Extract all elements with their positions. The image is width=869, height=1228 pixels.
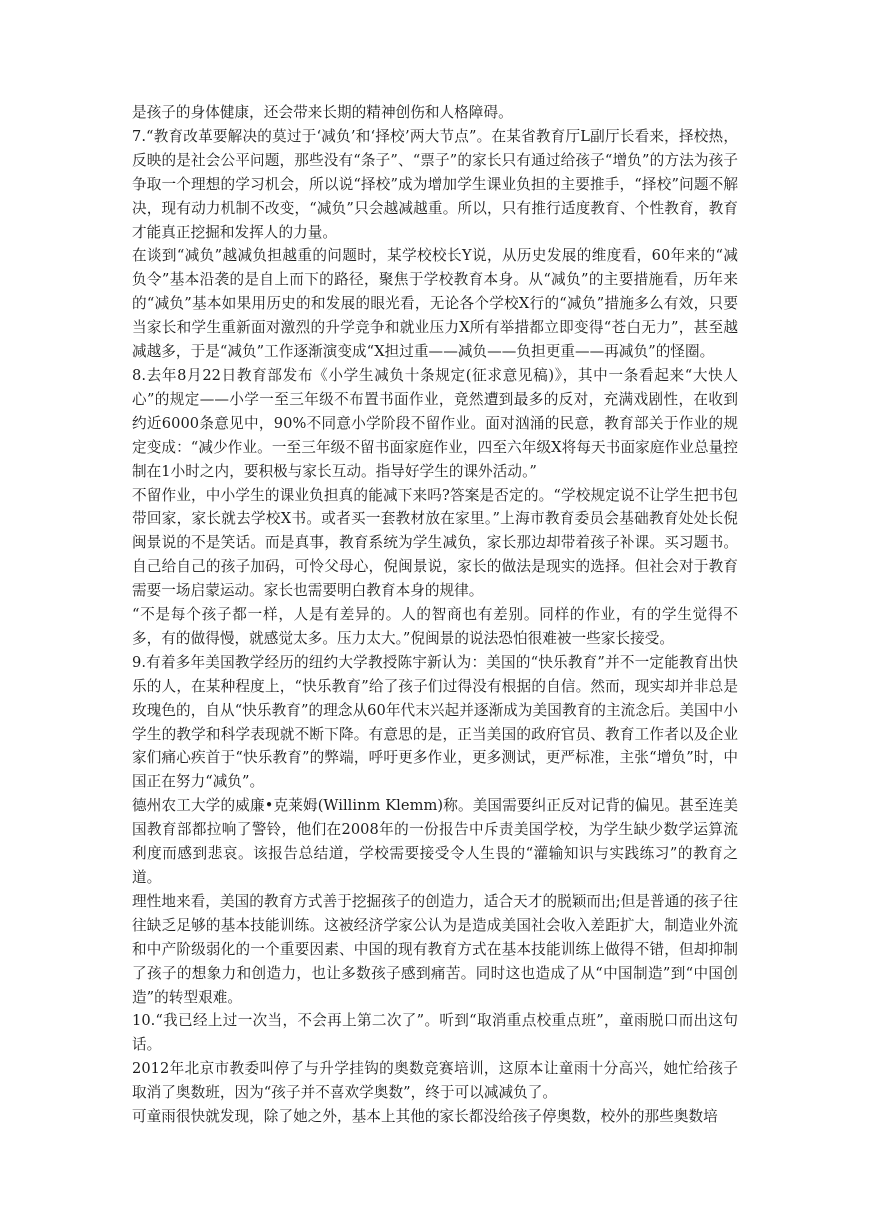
paragraph-item-8: 8.去年8月22日教育部发布《小学生减负十条规定(征求意见稿)》，其中一条看起来“大快人心”的规定——小学一至三年级不布置书面作业，竟然遭到最多的反对，充满戏剧性，在收到约近6000条意见中，90%不同意小学阶段不留作业。面对汹涌的民意，教育部关于作业的规定变成：“减少作业。一至三年级不留书面家庭作业，四至六年级X将每天书面家庭作业总量控制在1小时之内，要积极与家长互动。指导好学生的课外活动。” bbox=[132, 366, 738, 480]
paragraph-item-9-klemm: 德州农工大学的威廉•克莱姆(Willinm Klemm)称。美国需要纠正反对记背的偏见。甚至连美国教育部都拉响了警铃，他们在2008年的一份报告中斥责美国学校，为学生缺少数学运算流利度而感到悲哀。该报告总结道，学校需要接受令人生畏的“灌输知识与实践练习”的教育之道。 bbox=[132, 797, 738, 886]
paragraph-item-8-quote: “不是每个孩子都一样，人是有差异的。人的智商也有差别。同样的作业，有的学生觉得不多，有的做得慢，就感觉太多。压力太大。”倪闽景的说法恐怕很难被一些家长接受。 bbox=[132, 606, 738, 647]
paragraph-item-9-analysis: 理性地来看，美国的教育方式善于挖掘孩子的创造力，适合天才的脱颖而出;但是普通的孩子往往缺乏足够的基本技能训练。这被经济学家公认为是造成美国社会收入差距扩大，制造业外流和中产阶级弱化的一个重要因素、中国的现有教育方式在基本技能训练上做得不错，但却抑制了孩子的想象力和创造力，也让多数孩子感到痛苦。同时这也造成了从“中国制造”到“中国创造”的转型艰难。 bbox=[132, 892, 738, 1006]
paragraph-item-7: 7.“教育改革要解决的莫过于‘减负’和‘择校’两大节点”。在某省教育厅L副厅长看来，择校热，反映的是社会公平问题，那些没有“条子”、“票子”的家长只有通过给孩子“增负”的方法为孩子争取一个理想的学习机会，所以说“择校”成为增加学生课业负担的主要推手，“择校”问题不解决，现有动力机制不改变，“减负”只会越减越重。所以，只有推行适度教育、个性教育，教育才能真正挖掘和发挥人的力量。 bbox=[132, 127, 738, 241]
paragraph-item-9: 9.有着多年美国教学经历的纽约大学教授陈宇新认为：美国的“快乐教育”并不一定能教育出快乐的人，在某种程度上，“快乐教育”给了孩子们过得没有根据的自信。然而，现实却并非总是玫瑰色的，自从“快乐教育”的理念从60年代末兴起并逐渐成为美国教育的主流念后。美国中小学生的教学和科学表现就不断下降。有意思的是，正当美国的政府官员、教育工作者以及企业家们痛心疾首于“快乐教育”的弊端，呼吁更多作业，更多测试，更严标准，主张“增负”时，中国正在努力“减负”。 bbox=[132, 653, 738, 791]
paragraph-item-8-homework: 不留作业，中小学生的课业负担真的能减下来吗?答案是否定的。“学校规定说不让学生把书包带回家，家长就去学校X书。或者买一套教材放在家里。”上海市教育委员会基础教育处处长倪闽景说的不是笑话。而是真事，教育系统为学生减负，家长那边却带着孩子补课。买习题书。自己给自己的孩子加码，可怜父母心，倪闽景说，家长的做法是现实的选择。但社会对于教育需要一场启蒙运动。家长也需要明白教育本身的规律。 bbox=[132, 486, 738, 600]
paragraph-item-10-beijing: 2012年北京市教委叫停了与升学挂钩的奥数竞赛培训，这原本让童雨十分高兴，她忙给孩子取消了奥数班，因为“孩子并不喜欢学奥数”，终于可以减减负了。 bbox=[132, 1060, 738, 1102]
document-body bbox=[132, 101, 738, 1129]
paragraph-item-10-tongyu: 可童雨很快就发现，除了她之外，基本上其他的家长都没给孩子停奥数，校外的那些奥数培 bbox=[132, 1108, 718, 1126]
paragraph-continuation: 是孩子的身体健康，还会带来长期的精神创伤和人格障碍。 bbox=[132, 104, 513, 121]
paragraph-item-10: 10.“我已经上过一次当，不会再上第二次了”。听到“取消重点校重点班”，童雨脱口而出这句话。 bbox=[132, 1012, 738, 1054]
paragraph-item-7-principal: 在谈到“减负”越减负担越重的问题时，某学校校长Y说，从历史发展的维度看，60年来的“减负令”基本沿袭的是自上而下的路径，聚焦于学校教育本身。从“减负”的主要措施看，历年来的“减负”基本如果用历史的和发展的眼光看，无论各个学校X行的“减负”措施多么有效，只要当家长和学生重新面对激烈的升学竞争和就业压力X所有举措都立即变得“苍白无力”，甚至越减越多，于是“减负”工作逐渐演变成“X担过重——减负——负担更重——再减负”的怪圈。 bbox=[132, 247, 738, 361]
